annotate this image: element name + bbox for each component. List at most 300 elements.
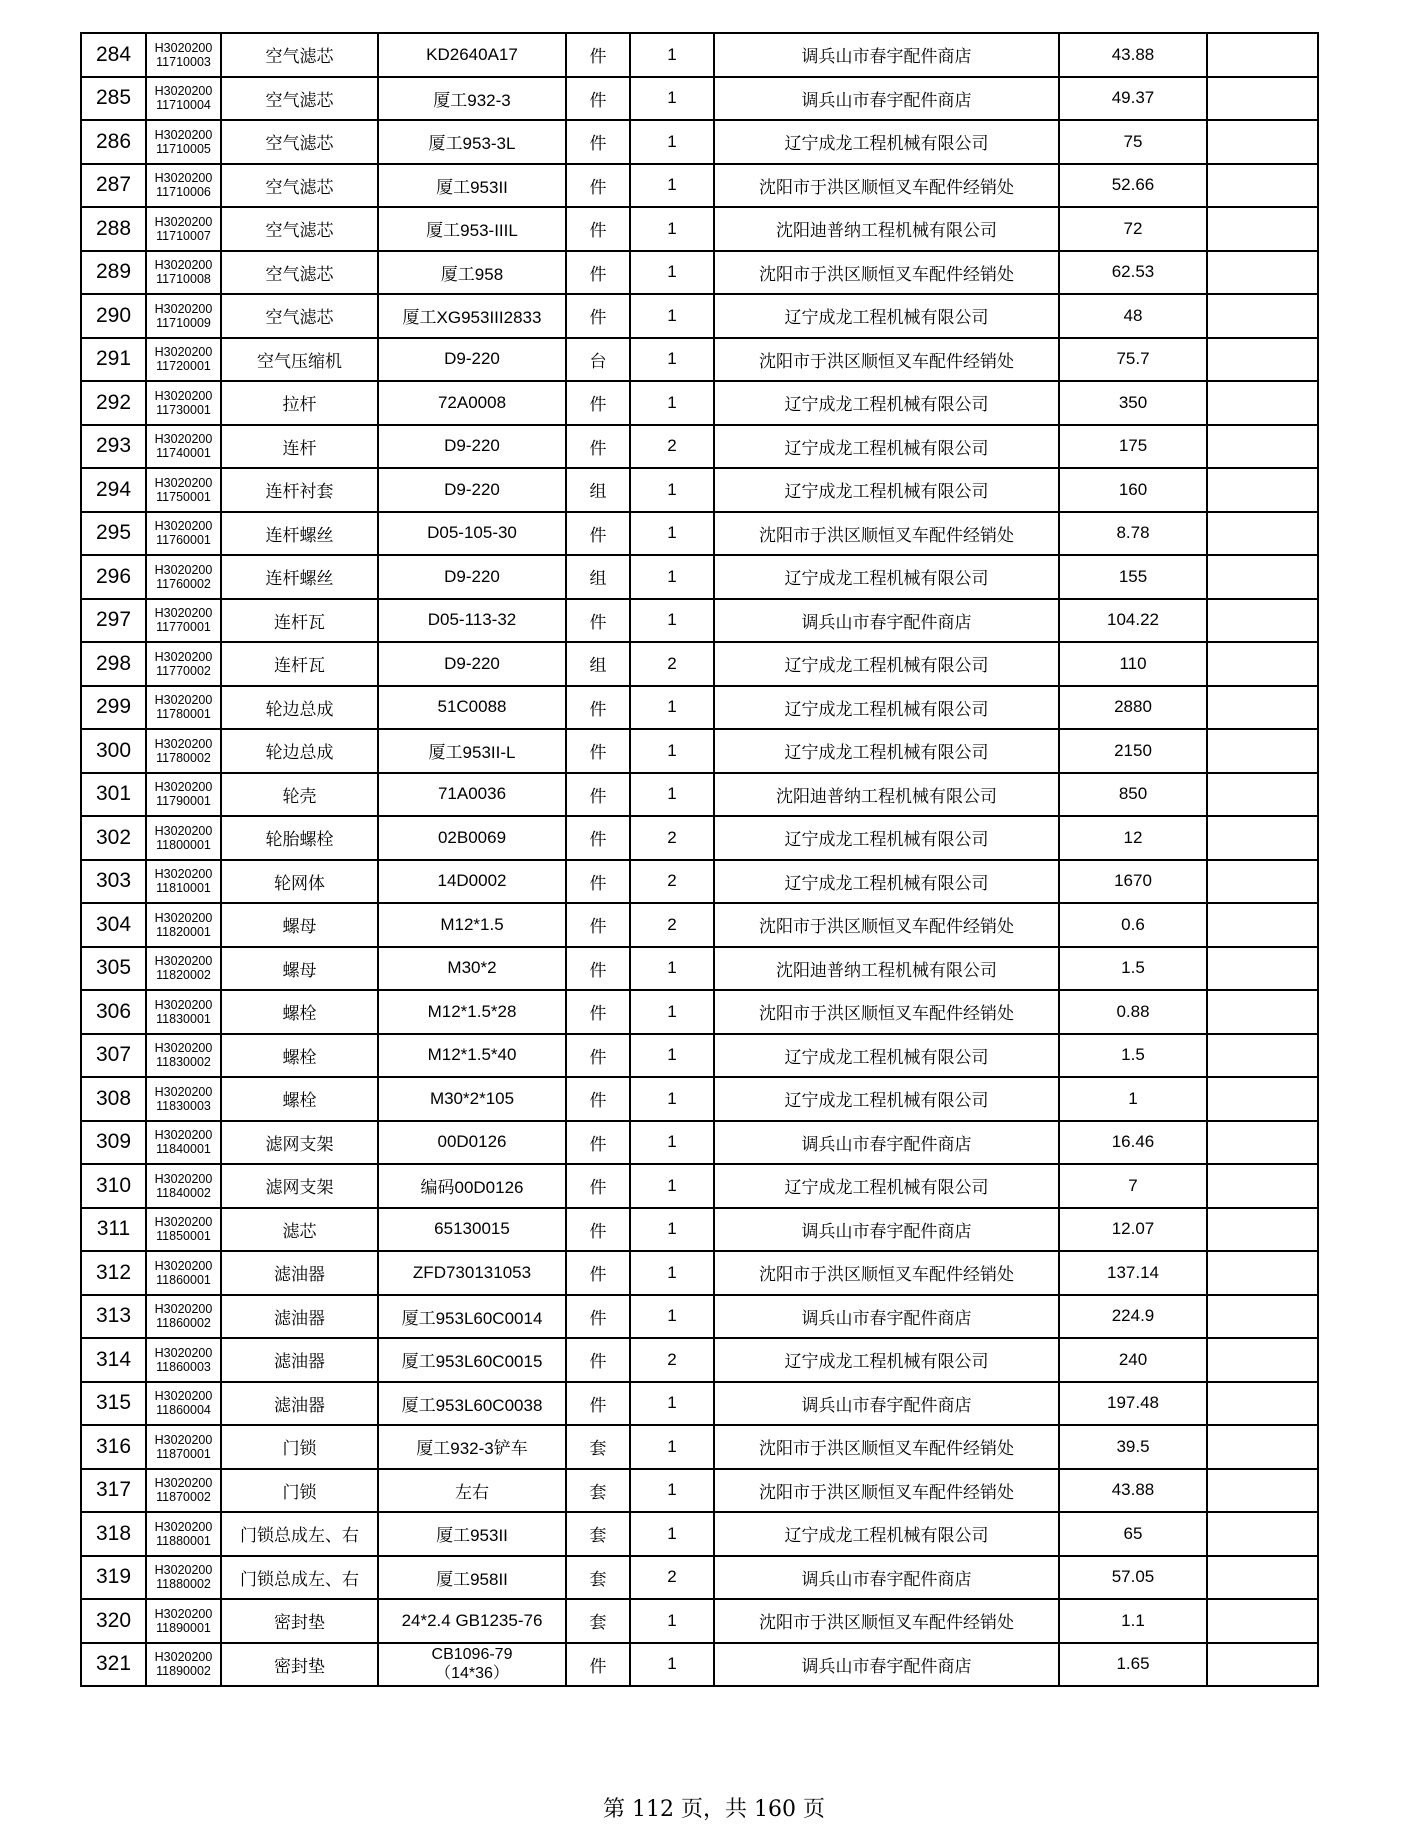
material-code-part: H3020200: [154, 388, 213, 403]
material-code-part: H3020200: [154, 519, 213, 534]
unit-cell: 套: [566, 1556, 630, 1600]
supplier-cell: 辽宁成龙工程机械有限公司: [714, 468, 1059, 512]
unit-price-cell: 12.07: [1059, 1208, 1207, 1252]
remark-cell: [1207, 77, 1318, 121]
material-code-part: 11790001: [156, 794, 211, 809]
part-name-cell: 轮边总成: [221, 686, 378, 730]
part-spec-cell: D9-220: [378, 338, 566, 382]
row-number-cell: 295: [81, 512, 146, 556]
quantity-cell: 1: [630, 381, 714, 425]
material-code-part: H3020200: [154, 84, 213, 99]
part-spec-cell: 厦工953II-L: [378, 729, 566, 773]
material-code-part: H3020200: [154, 954, 213, 969]
unit-cell: 件: [566, 599, 630, 643]
unit-cell: 套: [566, 1469, 630, 1513]
row-number-cell: 314: [81, 1338, 146, 1382]
part-spec-cell: D9-220: [378, 468, 566, 512]
material-code-part: H3020200: [154, 649, 213, 664]
supplier-cell: 调兵山市春宇配件商店: [714, 1643, 1059, 1687]
unit-price-cell: 75: [1059, 120, 1207, 164]
part-name-cell: 滤网支架: [221, 1164, 378, 1208]
material-code-part: 11870001: [156, 1446, 211, 1461]
table-row: [81, 120, 1318, 164]
material-code-part: 11830003: [156, 1098, 211, 1113]
row-number-cell: 297: [81, 599, 146, 643]
row-number-cell: 294: [81, 468, 146, 512]
part-name-cell: 螺栓: [221, 1034, 378, 1078]
supplier-cell: 沈阳市于洪区顺恒叉车配件经销处: [714, 512, 1059, 556]
material-code-cell: [146, 251, 221, 295]
unit-price-cell: 49.37: [1059, 77, 1207, 121]
supplier-cell: 调兵山市春宇配件商店: [714, 1556, 1059, 1600]
part-name-cell: 空气压缩机: [221, 338, 378, 382]
supplier-cell: 调兵山市春宇配件商店: [714, 1208, 1059, 1252]
part-spec-cell: D05-113-32: [378, 599, 566, 643]
remark-cell: [1207, 1425, 1318, 1469]
row-number-cell: 319: [81, 1556, 146, 1600]
unit-price-cell: 62.53: [1059, 251, 1207, 295]
row-number-cell: 298: [81, 642, 146, 686]
supplier-cell: 辽宁成龙工程机械有限公司: [714, 381, 1059, 425]
material-code-part: H3020200: [154, 127, 213, 142]
unit-price-cell: 1.1: [1059, 1599, 1207, 1643]
supplier-cell: 沈阳迪普纳工程机械有限公司: [714, 773, 1059, 817]
table-row: [81, 468, 1318, 512]
unit-price-cell: 160: [1059, 468, 1207, 512]
part-name-cell: 门锁: [221, 1425, 378, 1469]
supplier-cell: 沈阳市于洪区顺恒叉车配件经销处: [714, 1469, 1059, 1513]
remark-cell: [1207, 1121, 1318, 1165]
part-spec-cell: 51C0088: [378, 686, 566, 730]
parts-price-table: [80, 32, 1319, 1687]
material-code-cell: [146, 1034, 221, 1078]
part-name-cell: 滤油器: [221, 1382, 378, 1426]
remark-cell: [1207, 1077, 1318, 1121]
part-name-cell: 连杆瓦: [221, 599, 378, 643]
remark-cell: [1207, 729, 1318, 773]
part-name-cell: 螺栓: [221, 1077, 378, 1121]
material-code-part: 11780002: [156, 750, 211, 765]
material-code-cell: [146, 1599, 221, 1643]
unit-cell: 台: [566, 338, 630, 382]
unit-cell: 件: [566, 1121, 630, 1165]
remark-cell: [1207, 294, 1318, 338]
material-code-part: H3020200: [154, 1084, 213, 1099]
table-row: [81, 816, 1318, 860]
unit-price-cell: 16.46: [1059, 1121, 1207, 1165]
quantity-cell: 2: [630, 816, 714, 860]
material-code-cell: [146, 33, 221, 77]
quantity-cell: 1: [630, 468, 714, 512]
table-row: [81, 207, 1318, 251]
material-code-cell: [146, 642, 221, 686]
remark-cell: [1207, 599, 1318, 643]
quantity-cell: 1: [630, 1512, 714, 1556]
material-code-part: H3020200: [154, 1302, 213, 1317]
unit-cell: 组: [566, 642, 630, 686]
unit-price-cell: 43.88: [1059, 33, 1207, 77]
material-code-part: 11880002: [156, 1577, 211, 1592]
row-number-cell: 301: [81, 773, 146, 817]
supplier-cell: 辽宁成龙工程机械有限公司: [714, 555, 1059, 599]
unit-cell: 组: [566, 555, 630, 599]
material-code-cell: [146, 816, 221, 860]
unit-cell: 件: [566, 512, 630, 556]
supplier-cell: 沈阳市于洪区顺恒叉车配件经销处: [714, 338, 1059, 382]
table-row: [81, 1034, 1318, 1078]
quantity-cell: 2: [630, 1338, 714, 1382]
remark-cell: [1207, 686, 1318, 730]
part-spec-cell: 14D0002: [378, 860, 566, 904]
part-name-cell: 门锁总成左、右: [221, 1512, 378, 1556]
quantity-cell: 1: [630, 1164, 714, 1208]
remark-cell: [1207, 1295, 1318, 1339]
remark-cell: [1207, 1599, 1318, 1643]
supplier-cell: 辽宁成龙工程机械有限公司: [714, 425, 1059, 469]
material-code-part: 11710009: [156, 315, 211, 330]
unit-cell: 件: [566, 207, 630, 251]
part-spec-cell: 厦工932-3: [378, 77, 566, 121]
material-code-part: H3020200: [154, 1128, 213, 1143]
material-code-part: H3020200: [154, 345, 213, 360]
table-row: [81, 77, 1318, 121]
part-name-cell: 轮边总成: [221, 729, 378, 773]
remark-cell: [1207, 33, 1318, 77]
row-number-cell: 308: [81, 1077, 146, 1121]
part-name-cell: 密封垫: [221, 1599, 378, 1643]
material-code-cell: [146, 1295, 221, 1339]
row-number-cell: 309: [81, 1121, 146, 1165]
row-number-cell: 310: [81, 1164, 146, 1208]
unit-cell: 件: [566, 1034, 630, 1078]
supplier-cell: 辽宁成龙工程机械有限公司: [714, 1034, 1059, 1078]
material-code-part: 11740001: [156, 446, 211, 461]
row-number-cell: 296: [81, 555, 146, 599]
table-row: [81, 1295, 1318, 1339]
material-code-cell: [146, 468, 221, 512]
remark-cell: [1207, 947, 1318, 991]
quantity-cell: 1: [630, 1425, 714, 1469]
quantity-cell: 2: [630, 860, 714, 904]
material-code-cell: [146, 1556, 221, 1600]
part-name-cell: 轮网体: [221, 860, 378, 904]
material-code-cell: [146, 729, 221, 773]
material-code-cell: [146, 1121, 221, 1165]
material-code-part: H3020200: [154, 301, 213, 316]
quantity-cell: 1: [630, 77, 714, 121]
part-name-cell: 门锁总成左、右: [221, 1556, 378, 1600]
material-code-part: 11760002: [156, 576, 211, 591]
part-spec-cell: KD2640A17: [378, 33, 566, 77]
supplier-cell: 辽宁成龙工程机械有限公司: [714, 1164, 1059, 1208]
material-code-part: H3020200: [154, 736, 213, 751]
row-number-cell: 289: [81, 251, 146, 295]
supplier-cell: 沈阳市于洪区顺恒叉车配件经销处: [714, 251, 1059, 295]
part-spec-cell: D05-105-30: [378, 512, 566, 556]
remark-cell: [1207, 1469, 1318, 1513]
supplier-cell: 辽宁成龙工程机械有限公司: [714, 729, 1059, 773]
part-name-cell: 滤网支架: [221, 1121, 378, 1165]
part-name-cell: 门锁: [221, 1469, 378, 1513]
table-row: [81, 1251, 1318, 1295]
material-code-cell: [146, 294, 221, 338]
material-code-cell: [146, 381, 221, 425]
quantity-cell: 1: [630, 555, 714, 599]
material-code-part: 11840001: [156, 1142, 211, 1157]
material-code-part: 11810001: [156, 881, 211, 896]
supplier-cell: 沈阳市于洪区顺恒叉车配件经销处: [714, 1425, 1059, 1469]
unit-price-cell: 2880: [1059, 686, 1207, 730]
part-spec-cell: 厦工953L60C0015: [378, 1338, 566, 1382]
material-code-cell: [146, 947, 221, 991]
part-spec-cell: M12*1.5: [378, 903, 566, 947]
row-number-cell: 321: [81, 1643, 146, 1687]
table-row: [81, 1077, 1318, 1121]
unit-cell: 件: [566, 903, 630, 947]
row-number-cell: 299: [81, 686, 146, 730]
part-spec-cell: M30*2: [378, 947, 566, 991]
supplier-cell: 调兵山市春宇配件商店: [714, 33, 1059, 77]
part-spec-cell: 编码00D0126: [378, 1164, 566, 1208]
quantity-cell: 1: [630, 207, 714, 251]
unit-price-cell: 0.88: [1059, 990, 1207, 1034]
table-row: [81, 903, 1318, 947]
material-code-part: 11820001: [156, 924, 211, 939]
unit-price-cell: 72: [1059, 207, 1207, 251]
unit-price-cell: 110: [1059, 642, 1207, 686]
table-row: [81, 338, 1318, 382]
unit-price-cell: 240: [1059, 1338, 1207, 1382]
row-number-cell: 287: [81, 164, 146, 208]
unit-price-cell: 197.48: [1059, 1382, 1207, 1426]
material-code-cell: [146, 164, 221, 208]
part-name-cell: 连杆螺丝: [221, 512, 378, 556]
remark-cell: [1207, 468, 1318, 512]
part-spec-cell: ZFD730131053: [378, 1251, 566, 1295]
remark-cell: [1207, 120, 1318, 164]
unit-price-cell: 155: [1059, 555, 1207, 599]
unit-price-cell: 8.78: [1059, 512, 1207, 556]
unit-cell: 件: [566, 77, 630, 121]
part-name-cell: 空气滤芯: [221, 164, 378, 208]
quantity-cell: 1: [630, 338, 714, 382]
quantity-cell: 2: [630, 642, 714, 686]
row-number-cell: 305: [81, 947, 146, 991]
unit-cell: 组: [566, 468, 630, 512]
part-name-cell: 滤油器: [221, 1338, 378, 1382]
quantity-cell: 1: [630, 1077, 714, 1121]
remark-cell: [1207, 207, 1318, 251]
material-code-part: H3020200: [154, 1041, 213, 1056]
supplier-cell: 沈阳市于洪区顺恒叉车配件经销处: [714, 164, 1059, 208]
unit-price-cell: 52.66: [1059, 164, 1207, 208]
unit-cell: 件: [566, 773, 630, 817]
material-code-part: H3020200: [154, 40, 213, 55]
part-name-cell: 空气滤芯: [221, 251, 378, 295]
material-code-part: 11760001: [156, 533, 211, 548]
unit-cell: 件: [566, 1338, 630, 1382]
material-code-cell: [146, 120, 221, 164]
material-code-cell: [146, 207, 221, 251]
unit-cell: 件: [566, 947, 630, 991]
row-number-cell: 293: [81, 425, 146, 469]
part-spec-cell: 72A0008: [378, 381, 566, 425]
material-code-part: H3020200: [154, 693, 213, 708]
quantity-cell: 1: [630, 1295, 714, 1339]
material-code-part: 11750001: [156, 489, 211, 504]
part-name-cell: 轮壳: [221, 773, 378, 817]
material-code-part: 11720001: [156, 359, 211, 374]
material-code-cell: [146, 512, 221, 556]
material-code-cell: [146, 1425, 221, 1469]
material-code-cell: [146, 1164, 221, 1208]
remark-cell: [1207, 1512, 1318, 1556]
quantity-cell: 1: [630, 686, 714, 730]
supplier-cell: 辽宁成龙工程机械有限公司: [714, 686, 1059, 730]
material-code-part: H3020200: [154, 606, 213, 621]
material-code-cell: [146, 773, 221, 817]
material-code-part: 11840002: [156, 1185, 211, 1200]
part-spec-cell: M30*2*105: [378, 1077, 566, 1121]
part-spec-cell: 65130015: [378, 1208, 566, 1252]
material-code-part: H3020200: [154, 432, 213, 447]
table-row: [81, 1338, 1318, 1382]
part-spec-cell: 厦工958: [378, 251, 566, 295]
table-row: [81, 1599, 1318, 1643]
part-name-cell: 空气滤芯: [221, 33, 378, 77]
unit-price-cell: 75.7: [1059, 338, 1207, 382]
material-code-part: 11730001: [156, 402, 211, 417]
material-code-cell: [146, 425, 221, 469]
unit-price-cell: 39.5: [1059, 1425, 1207, 1469]
material-code-part: H3020200: [154, 997, 213, 1012]
unit-cell: 件: [566, 1251, 630, 1295]
unit-price-cell: 350: [1059, 381, 1207, 425]
row-number-cell: 320: [81, 1599, 146, 1643]
material-code-part: 11710005: [156, 141, 211, 156]
part-spec-cell: 左右: [378, 1469, 566, 1513]
part-spec-cell: D9-220: [378, 555, 566, 599]
quantity-cell: 1: [630, 599, 714, 643]
table-row: [81, 686, 1318, 730]
row-number-cell: 292: [81, 381, 146, 425]
part-spec-cell: 厦工932-3铲车: [378, 1425, 566, 1469]
unit-price-cell: 224.9: [1059, 1295, 1207, 1339]
material-code-part: H3020200: [154, 1215, 213, 1230]
material-code-cell: [146, 903, 221, 947]
row-number-cell: 315: [81, 1382, 146, 1426]
quantity-cell: 1: [630, 1208, 714, 1252]
table-row: [81, 773, 1318, 817]
material-code-part: H3020200: [154, 1606, 213, 1621]
part-spec-cell: 厦工XG953III2833: [378, 294, 566, 338]
part-name-cell: 轮胎螺栓: [221, 816, 378, 860]
row-number-cell: 290: [81, 294, 146, 338]
table-row: [81, 599, 1318, 643]
table-row: [81, 947, 1318, 991]
unit-cell: 件: [566, 425, 630, 469]
table-row: [81, 164, 1318, 208]
supplier-cell: 辽宁成龙工程机械有限公司: [714, 642, 1059, 686]
row-number-cell: 300: [81, 729, 146, 773]
remark-cell: [1207, 1164, 1318, 1208]
part-name-cell: 螺栓: [221, 990, 378, 1034]
table-row: [81, 1512, 1318, 1556]
material-code-part: H3020200: [154, 171, 213, 186]
row-number-cell: 317: [81, 1469, 146, 1513]
material-code-cell: [146, 860, 221, 904]
unit-cell: 件: [566, 120, 630, 164]
quantity-cell: 1: [630, 1251, 714, 1295]
part-name-cell: 滤油器: [221, 1251, 378, 1295]
material-code-part: 11710008: [156, 272, 211, 287]
part-name-cell: 密封垫: [221, 1643, 378, 1687]
unit-price-cell: 48: [1059, 294, 1207, 338]
part-name-cell: 空气滤芯: [221, 207, 378, 251]
unit-price-cell: 7: [1059, 1164, 1207, 1208]
unit-cell: 件: [566, 1164, 630, 1208]
part-name-cell: 空气滤芯: [221, 77, 378, 121]
unit-cell: 件: [566, 33, 630, 77]
quantity-cell: 1: [630, 1599, 714, 1643]
supplier-cell: 沈阳市于洪区顺恒叉车配件经销处: [714, 990, 1059, 1034]
quantity-cell: 1: [630, 1382, 714, 1426]
part-spec-cell: 厦工953-3L: [378, 120, 566, 164]
quantity-cell: 1: [630, 1643, 714, 1687]
remark-cell: [1207, 773, 1318, 817]
quantity-cell: 2: [630, 1556, 714, 1600]
part-name-cell: 空气滤芯: [221, 120, 378, 164]
unit-price-cell: 137.14: [1059, 1251, 1207, 1295]
part-spec-cell: 厦工953L60C0038: [378, 1382, 566, 1426]
material-code-part: H3020200: [154, 867, 213, 882]
table-body: [81, 33, 1318, 1686]
table-row: [81, 642, 1318, 686]
material-code-part: H3020200: [154, 1476, 213, 1491]
quantity-cell: 1: [630, 773, 714, 817]
part-name-cell: 空气滤芯: [221, 294, 378, 338]
remark-cell: [1207, 642, 1318, 686]
supplier-cell: 调兵山市春宇配件商店: [714, 1295, 1059, 1339]
material-code-part: H3020200: [154, 780, 213, 795]
unit-cell: 件: [566, 1208, 630, 1252]
part-spec-cell: M12*1.5*40: [378, 1034, 566, 1078]
material-code-part: H3020200: [154, 1650, 213, 1665]
table-row: [81, 425, 1318, 469]
part-spec-cell: D9-220: [378, 425, 566, 469]
unit-cell: 件: [566, 686, 630, 730]
unit-price-cell: 65: [1059, 1512, 1207, 1556]
material-code-cell: [146, 1251, 221, 1295]
table-row: [81, 294, 1318, 338]
unit-price-cell: 850: [1059, 773, 1207, 817]
material-code-cell: [146, 1208, 221, 1252]
part-name-cell: 连杆瓦: [221, 642, 378, 686]
remark-cell: [1207, 1556, 1318, 1600]
quantity-cell: 1: [630, 120, 714, 164]
table-row: [81, 555, 1318, 599]
unit-cell: 件: [566, 294, 630, 338]
material-code-part: 11870002: [156, 1490, 211, 1505]
unit-cell: 件: [566, 1643, 630, 1687]
material-code-part: 11860001: [156, 1272, 211, 1287]
quantity-cell: 1: [630, 1121, 714, 1165]
supplier-cell: 调兵山市春宇配件商店: [714, 1121, 1059, 1165]
quantity-cell: 1: [630, 947, 714, 991]
unit-price-cell: 0.6: [1059, 903, 1207, 947]
material-code-part: H3020200: [154, 258, 213, 273]
supplier-cell: 辽宁成龙工程机械有限公司: [714, 120, 1059, 164]
